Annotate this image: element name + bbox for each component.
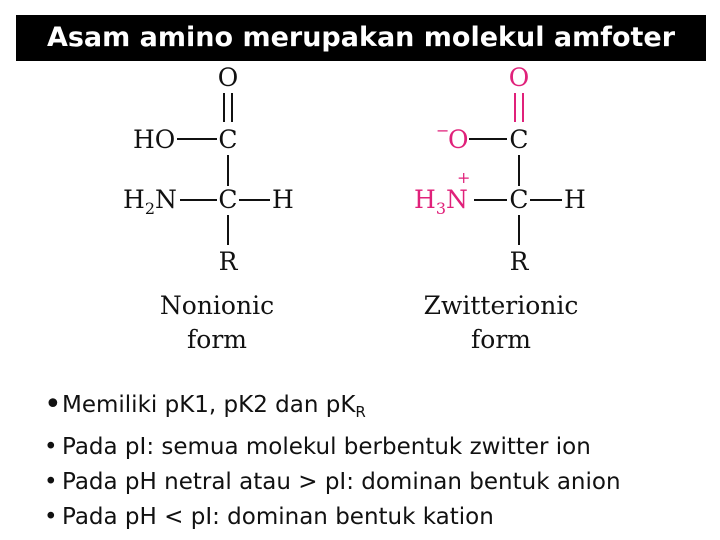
nonionic-caption-line1: Nonionic	[159, 291, 275, 320]
bullet-item	[44, 430, 621, 465]
nonionic-hydroxyl: HO	[133, 125, 176, 154]
zwitter-side-chain: R	[509, 247, 529, 276]
bullet-marker: •	[44, 387, 62, 422]
bullet-text: Pada pI: semua molekul berbentuk zwitter ion	[62, 434, 591, 460]
slide-title: Asam amino merupakan molekul amfoter	[16, 15, 706, 61]
bullet-marker: •	[44, 434, 58, 460]
zwitter-carbonyl-carbon: C	[509, 125, 529, 154]
nonionic-carbonyl-oxygen: O	[217, 63, 239, 92]
zwitter-carbonyl-oxygen: O	[508, 63, 530, 92]
bullet-text: Pada pH < pI: dominan bentuk kation	[62, 504, 494, 530]
bullet-marker: •	[44, 469, 58, 495]
nonionic-carbonyl-carbon: C	[218, 125, 238, 154]
bullet-item	[44, 500, 621, 535]
bullet-text: Memiliki pK1, pK2 dan pK	[62, 392, 356, 418]
nonionic-alpha-hydrogen: H	[272, 185, 294, 214]
nonionic-amine-group: $H_2N$	[123, 185, 177, 218]
bullet-item	[44, 465, 621, 500]
nonionic-structure	[123, 63, 294, 354]
zwitter-carboxylate-oxygen: O	[448, 125, 469, 154]
zwitter-caption-line1: Zwitterionic	[423, 291, 579, 320]
nonionic-alpha-carbon: C	[218, 185, 238, 214]
bullet-text: Pada pH netral atau > pI: dominan bentuk anion	[62, 469, 621, 495]
zwitter-negative-charge: −	[436, 121, 450, 140]
zwitter-alpha-carbon: C	[509, 185, 529, 214]
bullet-list	[44, 388, 621, 535]
zwitter-ammonium-group: $H_3N$	[414, 185, 468, 218]
nonionic-caption-line2: form	[187, 325, 247, 354]
bullet-marker: •	[44, 504, 58, 530]
nonionic-side-chain: R	[218, 247, 238, 276]
zwitter-caption-line2: form	[471, 325, 531, 354]
zwitter-positive-charge: +	[457, 168, 471, 187]
zwitterionic-structure	[414, 63, 586, 354]
bullet-subscript: R	[355, 403, 366, 421]
zwitter-alpha-hydrogen: H	[564, 185, 586, 214]
bullet-item	[44, 388, 621, 430]
